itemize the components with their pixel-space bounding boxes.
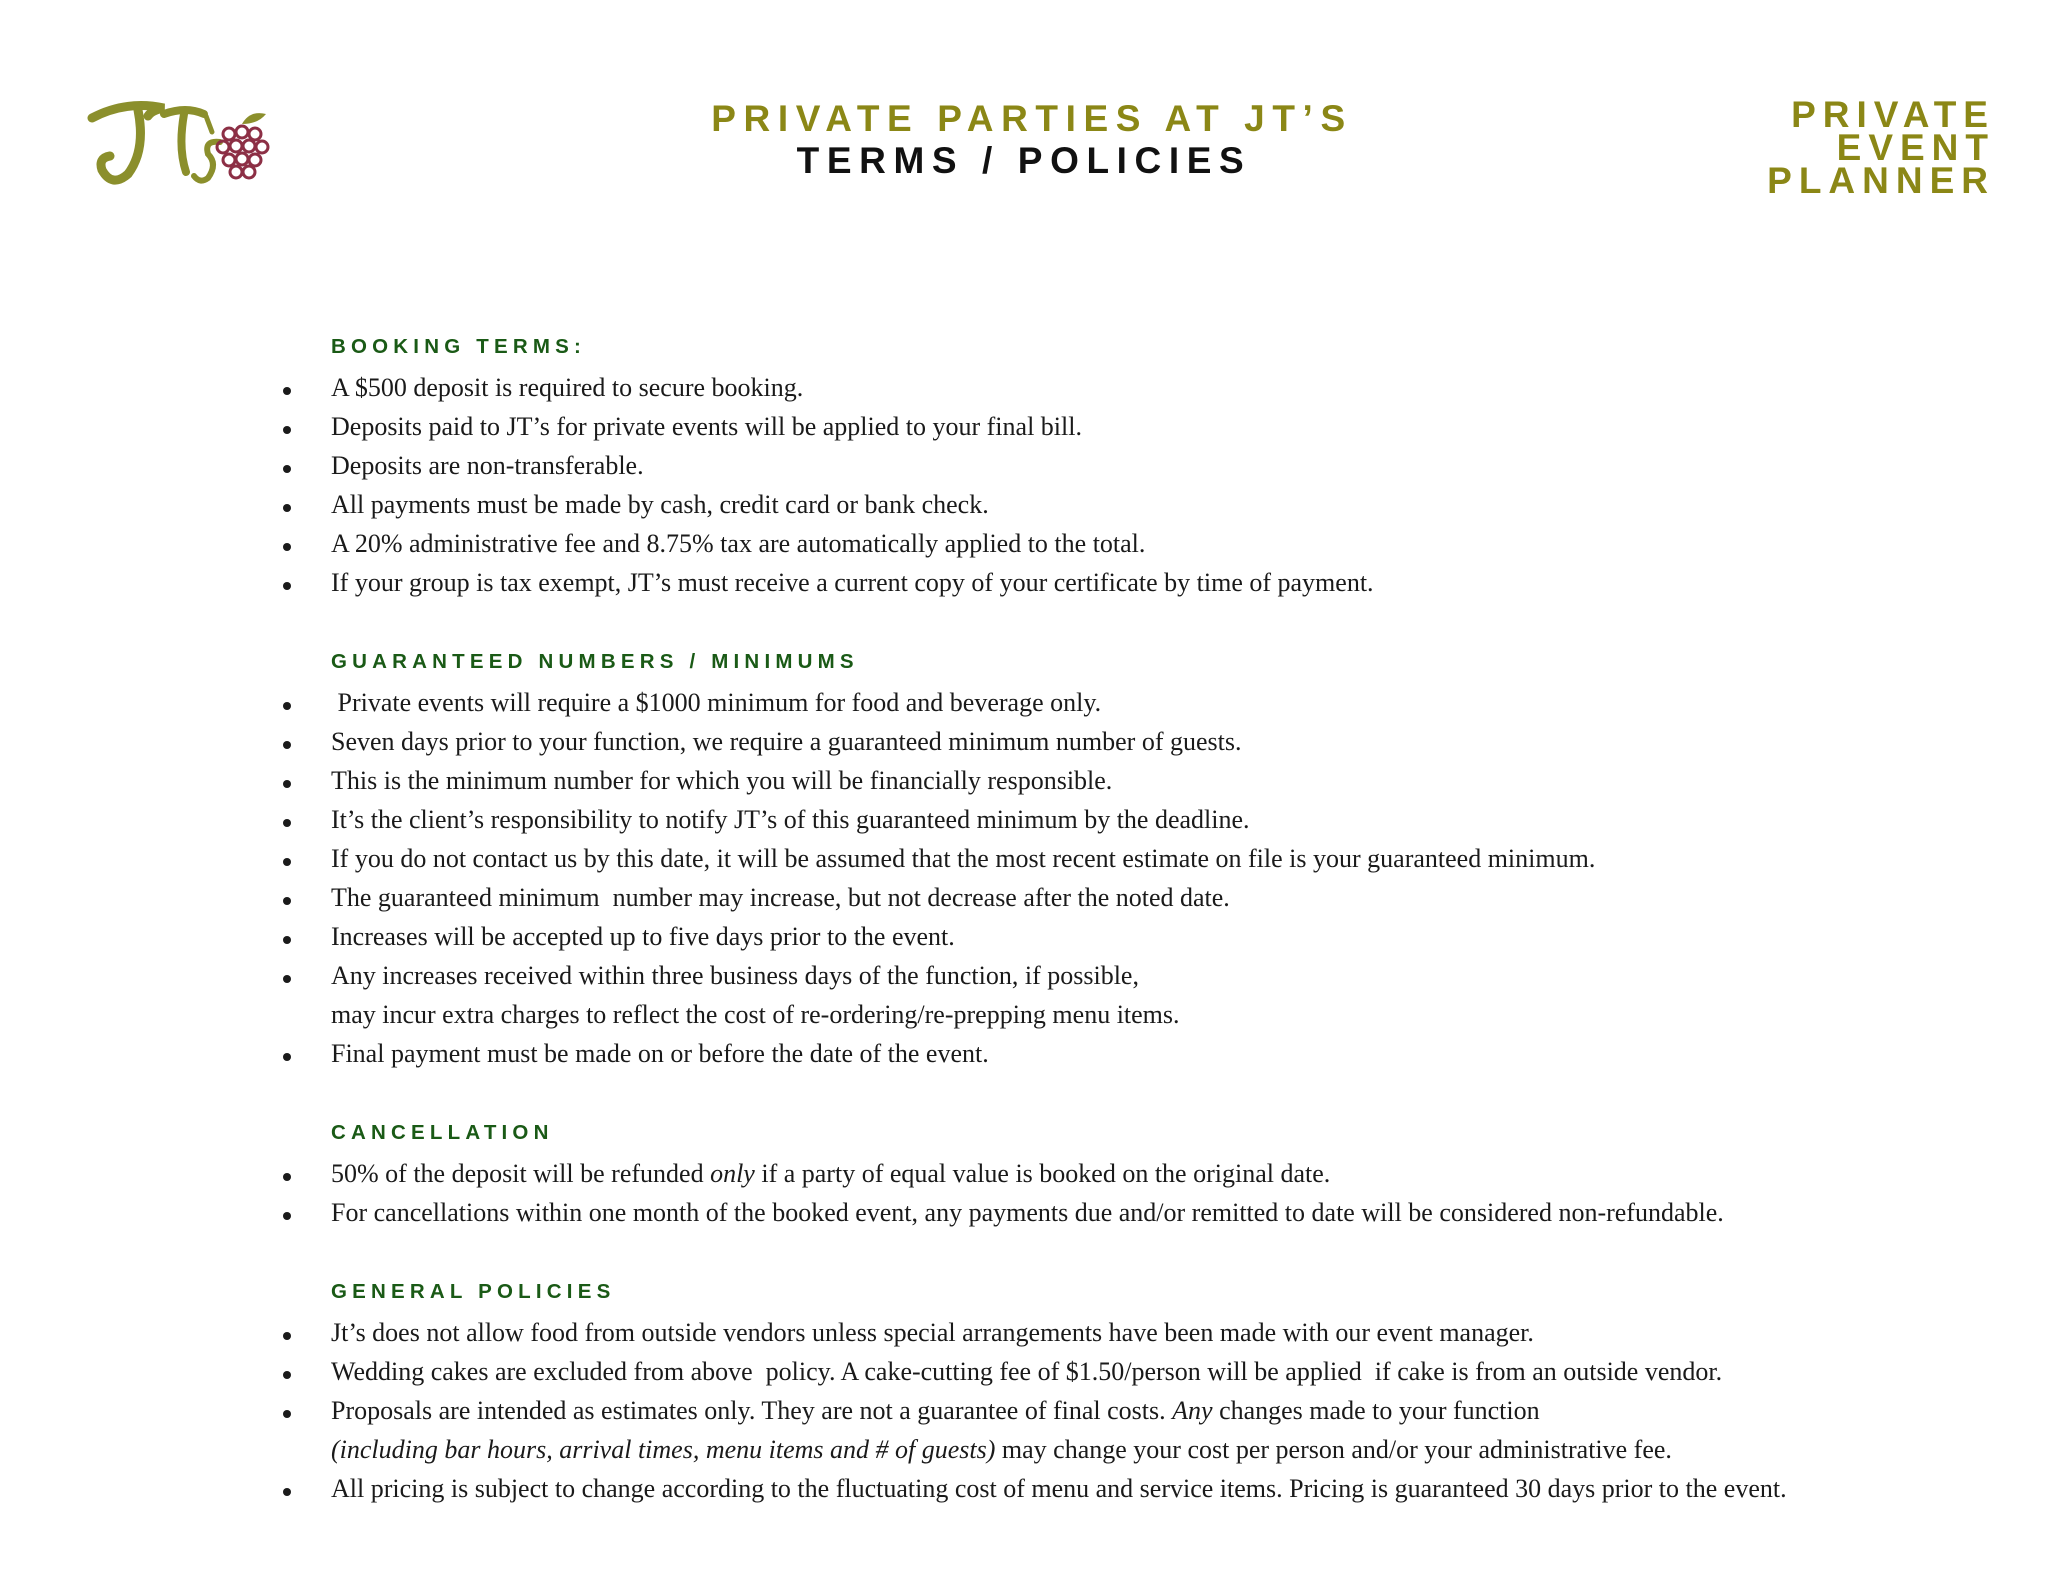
badge-line-2: EVENT	[1836, 127, 1995, 168]
section-title: BOOKING TERMS:	[331, 335, 587, 358]
list-item: Deposits are non-transferable.	[0, 446, 2048, 485]
emphasis-text: only	[710, 1159, 755, 1188]
header-subtitle: TERMS / POLICIES	[796, 140, 1252, 181]
list-item: All pricing is subject to change according to the fluctuating cost of menu and service items. Pricing is guaranteed 30 days prior to the event.	[0, 1469, 2048, 1508]
list-item: If your group is tax exempt, JT’s must receive a current copy of your certificate by time of payment.	[0, 563, 2048, 602]
bullet-list	[0, 1154, 2048, 1232]
text-run: 50% of the deposit will be refunded	[331, 1159, 711, 1188]
list-item-line: may incur extra charges to reflect the cost of re-ordering/re-prepping menu items.	[331, 1000, 1180, 1029]
list-item: This is the minimum number for which you will be financially responsible.	[0, 761, 2048, 800]
emphasis-text: (including bar hours, arrival times, menu items and # of guests)	[331, 1435, 996, 1464]
bullet-list	[0, 683, 2048, 1073]
list-item: A $500 deposit is required to secure booking.	[0, 368, 2048, 407]
bullet-list	[0, 1313, 2048, 1508]
list-item-line: Any increases received within three business days of the function, if possible,	[331, 961, 1139, 990]
section-cancellation	[0, 1112, 2048, 1232]
list-item: Deposits paid to JT’s for private events will be applied to your final bill.	[0, 407, 2048, 446]
private-event-planner-badge	[1767, 94, 1995, 201]
badge-line-3: PLANNER	[1767, 160, 1995, 201]
list-item: Wedding cakes are excluded from above policy. A cake-cutting fee of $1.50/person will be applied if cake is from an outside vendor.	[0, 1352, 2048, 1391]
list-item: It’s the client’s responsibility to notify JT’s of this guaranteed minimum by the deadline.	[0, 800, 2048, 839]
section-booking-terms	[0, 326, 2048, 602]
list-item	[0, 1154, 2048, 1193]
text-run: changes made to your function	[1212, 1396, 1540, 1425]
section-title: GUARANTEED NUMBERS / MINIMUMS	[331, 650, 859, 673]
text-run: Proposals are intended as estimates only. They are not a guarantee of final costs.	[331, 1396, 1173, 1425]
list-item: Jt’s does not allow food from outside vendors unless special arrangements have been made with our event manager.	[0, 1313, 2048, 1352]
page-header	[0, 94, 2048, 182]
section-guaranteed-numbers	[0, 641, 2048, 1073]
list-item: Increases will be accepted up to five days prior to the event.	[0, 917, 2048, 956]
text-run: may change your cost per person and/or your administrative fee.	[995, 1435, 1672, 1464]
list-item: The guaranteed minimum number may increase, but not decrease after the noted date.	[0, 878, 2048, 917]
list-item: Seven days prior to your function, we require a guaranteed minimum number of guests.	[0, 722, 2048, 761]
emphasis-text: Any	[1172, 1396, 1213, 1425]
bullet-list	[0, 368, 2048, 602]
list-item: All payments must be made by cash, credit card or bank check.	[0, 485, 2048, 524]
badge-line-1: PRIVATE	[1791, 94, 1995, 135]
terms-content	[0, 326, 2048, 1508]
section-title: GENERAL POLICIES	[331, 1280, 616, 1303]
header-title: PRIVATE PARTIES AT JT’S	[711, 98, 1353, 139]
list-item	[0, 1391, 2048, 1469]
list-item: Private events will require a $1000 minimum for food and beverage only.	[0, 683, 2048, 722]
section-title: CANCELLATION	[331, 1121, 554, 1144]
list-item: A 20% administrative fee and 8.75% tax are automatically applied to the total.	[0, 524, 2048, 563]
list-item: Final payment must be made on or before the date of the event.	[0, 1034, 2048, 1073]
list-item: If you do not contact us by this date, it will be assumed that the most recent estimate on file is your guaranteed minimum.	[0, 839, 2048, 878]
list-item	[0, 956, 2048, 1034]
list-item: For cancellations within one month of the booked event, any payments due and/or remitted to date will be considered non-refundable.	[0, 1193, 2048, 1232]
text-run: if a party of equal value is booked on the original date.	[754, 1159, 1331, 1188]
section-general-policies	[0, 1271, 2048, 1508]
